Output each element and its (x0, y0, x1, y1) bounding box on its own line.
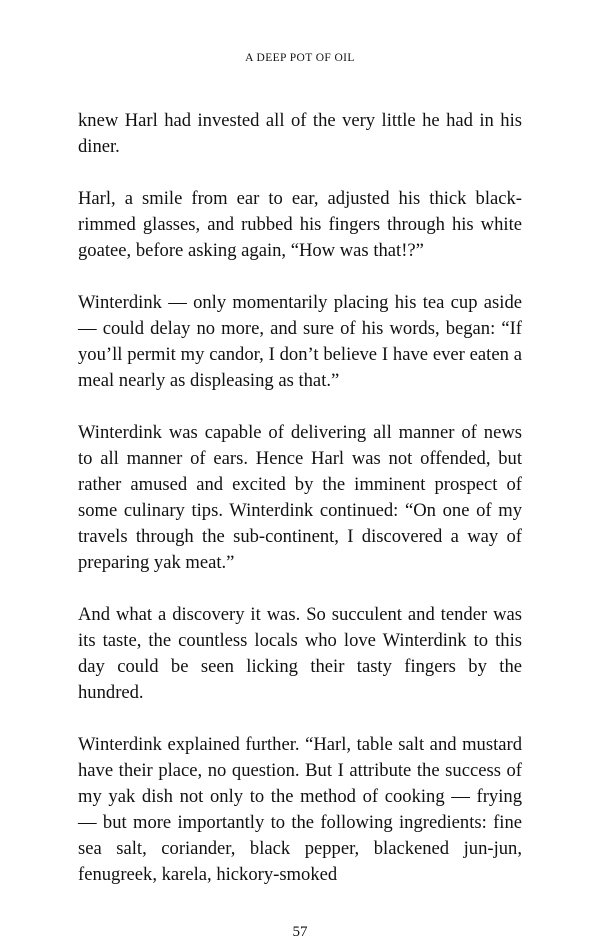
paragraph: knew Harl had invested all of the very little he had in his diner. (78, 110, 522, 157)
paragraph: Winterdink explained further. “Harl, table salt and mustard have their place, no question. But I attribute the success of my yak dish not only to the method of cooking — frying — but more importantly to the following ingredients: fine sea salt, coriander, black pepper, blackened jun-jun, fenugreek, karela, hickory-smoked (78, 734, 522, 885)
paragraph: Winterdink — only momentarily placing his tea cup aside — could delay no more, and sure of his words, began: “If you’ll permit my candor, I don’t believe I have ever eaten a meal nearly as displeasing as that.” (78, 292, 522, 391)
paragraph: Harl, a smile from ear to ear, adjusted his thick black-rimmed glasses, and rubbed his fingers through his white goatee, before asking again, “How was that!?” (78, 188, 522, 261)
paragraph: And what a discovery it was. So succulent and tender was its taste, the countless locals who love Winterdink to this day could be seen licking their tasty fingers by the hundred. (78, 604, 522, 703)
body-text (78, 108, 522, 914)
page-number: 57 (292, 924, 308, 940)
paragraph: Winterdink was capable of delivering all manner of news to all manner of ears. Hence Harl was not offended, but rather amused and excited by the imminent prospect of some culinary tips. Winterdink continued: “On one of my travels through the sub-continent, I discovered a way of preparing yak meat.” (78, 422, 522, 573)
running-head: A DEEP POT OF OIL (245, 52, 355, 64)
